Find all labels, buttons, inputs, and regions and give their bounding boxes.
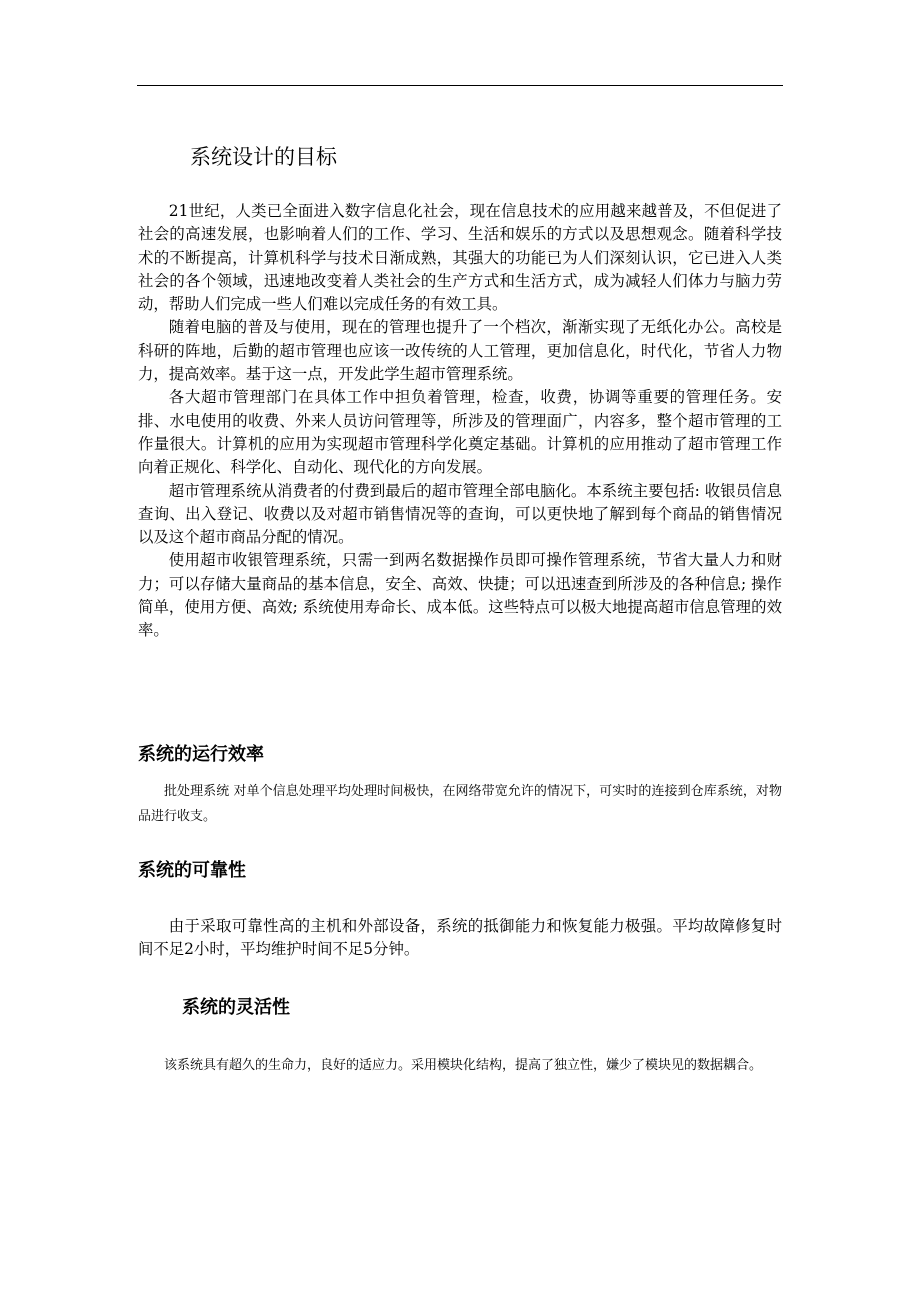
header-rule xyxy=(137,85,783,86)
reliability-heading-wrap xyxy=(138,858,782,884)
flexibility-paragraph: 该系统具有超久的生命力，良好的适应力。采用模块化结构，提高了独立性，嫌少了模块见的数据耦合。 xyxy=(164,1058,763,1073)
section-title-flexibility: 系统的灵活性 xyxy=(182,997,290,1018)
efficiency-heading-wrap xyxy=(138,742,782,768)
goal-paragraph-5: 使用超市收银管理系统，只需一到两名数据操作员即可操作管理系统，节省大量人力和财力；可以存储大量商品的基本信息，安全、高效、快捷；可以迅速查到所涉及的各种信息; 操作简单，使用方便、高效; 系统使用寿命长、成本低。这些特点可以极大地提高超市信息管理的效率。 xyxy=(138,551,782,640)
goal-paragraph-2: 随着电脑的普及与使用，现在的管理也提升了一个档次，渐渐实现了无纸化办公。高校是科研的阵地，后勤的超市管理也应该一改传统的人工管理，更加信息化，时代化，节省人力物力，提高效率。基于这一点，开发此学生超市管理系统。 xyxy=(138,318,782,384)
section-title-reliability: 系统的可靠性 xyxy=(138,860,246,881)
goal-paragraph-1: 21世纪，人类已全面进入数字信息化社会，现在信息技术的应用越来越普及，不但促进了社会的高速发展，也影响着人们的工作、学习、生活和娱乐的方式以及思想观念。随着科学技术的不断提高，计算机科学与技术日渐成熟，其强大的功能已为人们深刻认识，它已进入人类社会的各个领域，迅速地改变着人类社会的生产方式和生活方式，成为减轻人们体力与脑力劳动，帮助人们完成一些人们难以完成任务的有效工具。 xyxy=(138,202,782,314)
goal-body xyxy=(138,200,782,643)
efficiency-body xyxy=(138,779,782,829)
goal-paragraph-4: 超市管理系统从消费者的付费到最后的超市管理全部电脑化。本系统主要包括: 收银员信息查询、出入登记、收费以及对超市销售情况等的查询，可以更快地了解到每个商品的销售情况以及这个超市商品分配的情况。 xyxy=(138,481,782,547)
goal-paragraph-3: 各大超市管理部门在具体工作中担负着管理，检查，收费，协调等重要的管理任务。安排、水电使用的收费、外来人员访问管理等，所涉及的管理面广，内容多，整个超市管理的工作量很大。计算机的应用为实现超市管理科学化奠定基础。计算机的应用推动了超市管理工作向着正规化、科学化、自动化、现代化的方向发展。 xyxy=(138,388,782,477)
section-title-efficiency: 系统的运行效率 xyxy=(138,744,264,765)
reliability-body xyxy=(138,915,782,962)
section-title-goal: 系统设计的目标 xyxy=(190,145,337,169)
reliability-paragraph: 由于采取可靠性高的主机和外部设备，系统的抵御能力和恢复能力极强。平均故障修复时间不足2小时，平均维护时间不足5分钟。 xyxy=(138,917,782,959)
flexibility-heading-wrap xyxy=(182,995,826,1021)
efficiency-paragraph: 批处理系统 对单个信息处理平均处理时间极快，在网络带宽允许的情况下，可实时的连接到仓库系统，对物品进行收支。 xyxy=(138,784,782,824)
flexibility-body xyxy=(138,1053,782,1078)
